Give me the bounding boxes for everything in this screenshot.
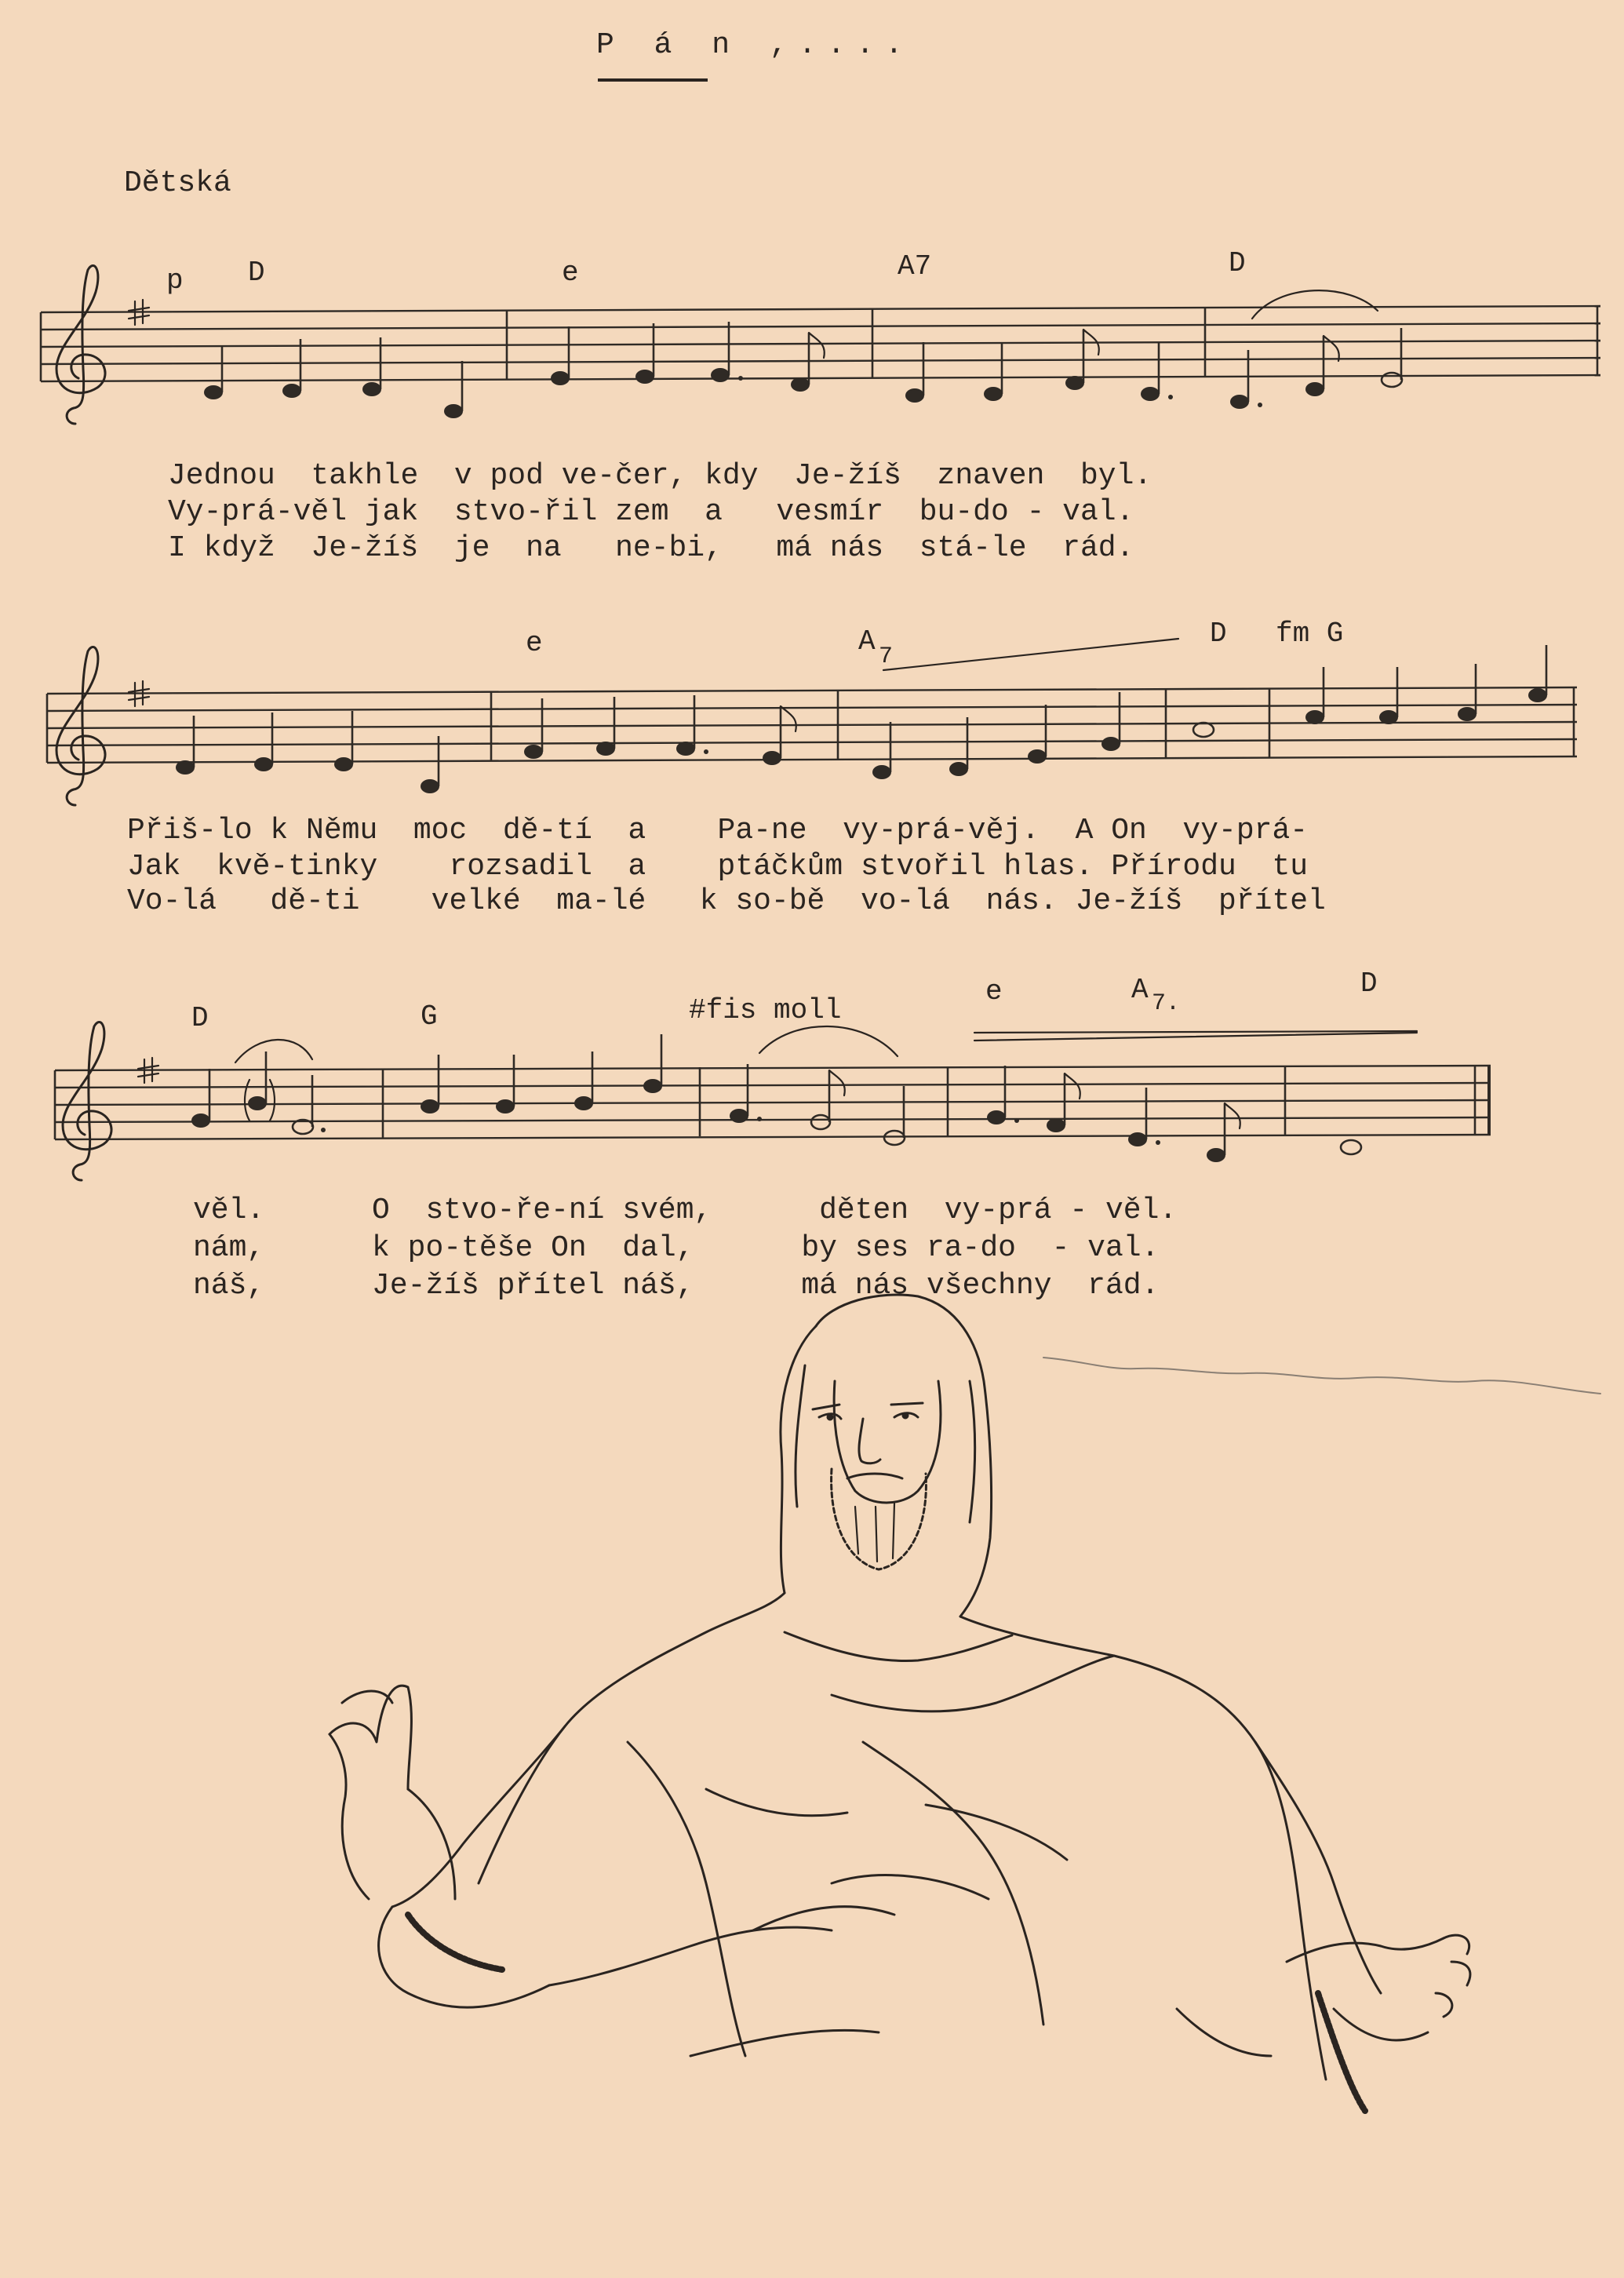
chord-symbol-sub: 7. [1152, 990, 1181, 1017]
staff-2 [47, 687, 1577, 763]
chord-symbol: e [526, 627, 543, 659]
chord-symbol: e [985, 975, 1003, 1008]
chord-symbol: #fis moll [689, 994, 842, 1026]
chord-symbol-sub: 7 [879, 643, 894, 670]
chord-symbol: D [248, 257, 265, 289]
chord-symbol: D [1360, 968, 1378, 1000]
chord-symbol: e [562, 257, 579, 289]
chord-symbol: D [1229, 247, 1246, 279]
lyrics-line: náš, Je-žíš přítel náš, má nás všechny rád. [193, 1269, 1160, 1303]
chord-symbol: A7 [898, 250, 932, 282]
staff-3 [55, 1066, 1491, 1139]
chord-symbol: fm G [1276, 618, 1344, 650]
chord-symbol: D [191, 1002, 209, 1034]
chord-symbol: G [421, 1000, 438, 1033]
lyrics-line: nám, k po-těše On dal, by ses ra-do - val. [193, 1231, 1160, 1265]
sharp-icon [129, 300, 158, 1083]
chord-symbol: D [1210, 618, 1227, 650]
lyrics-line: věl. O stvo-ře-ní svém, děten vy-prá - věl. [193, 1194, 1178, 1227]
dynamic-marking: p [166, 264, 184, 297]
treble-clef-icon [56, 266, 111, 1180]
lyrics-line: Vy-prá-věl jak stvo-řil zem a vesmír bu-do - val. [168, 495, 1134, 529]
chord-symbol: A [858, 625, 876, 658]
lyrics-line: Jednou takhle v pod ve-čer, kdy Je-žíš znaven byl. [168, 459, 1152, 493]
lyrics-line: Jak kvě-tinky rozsadil a ptáčkům stvořil hlas. Přírodu tu [127, 850, 1309, 884]
lyrics-line: I když Je-žíš je na ne-bi, má nás stá-le rád. [168, 531, 1134, 565]
song-genre: Dětská [124, 166, 231, 200]
lyrics-line: Přiš-lo k Němu moc dě-tí a Pa-ne vy-prá-věj. A On vy-prá- [127, 814, 1309, 847]
notes-staff-3 [191, 1026, 1417, 1162]
lyrics-line: Vo-lá dě-ti velké ma-lé k so-bě vo-lá nás. Je-žíš přítel [127, 884, 1326, 918]
jesus-illustration [330, 1295, 1470, 2111]
song-title: P á n ,.... [596, 28, 914, 62]
chord-symbol: A [1131, 974, 1149, 1006]
notes-staff-2 [176, 639, 1547, 793]
